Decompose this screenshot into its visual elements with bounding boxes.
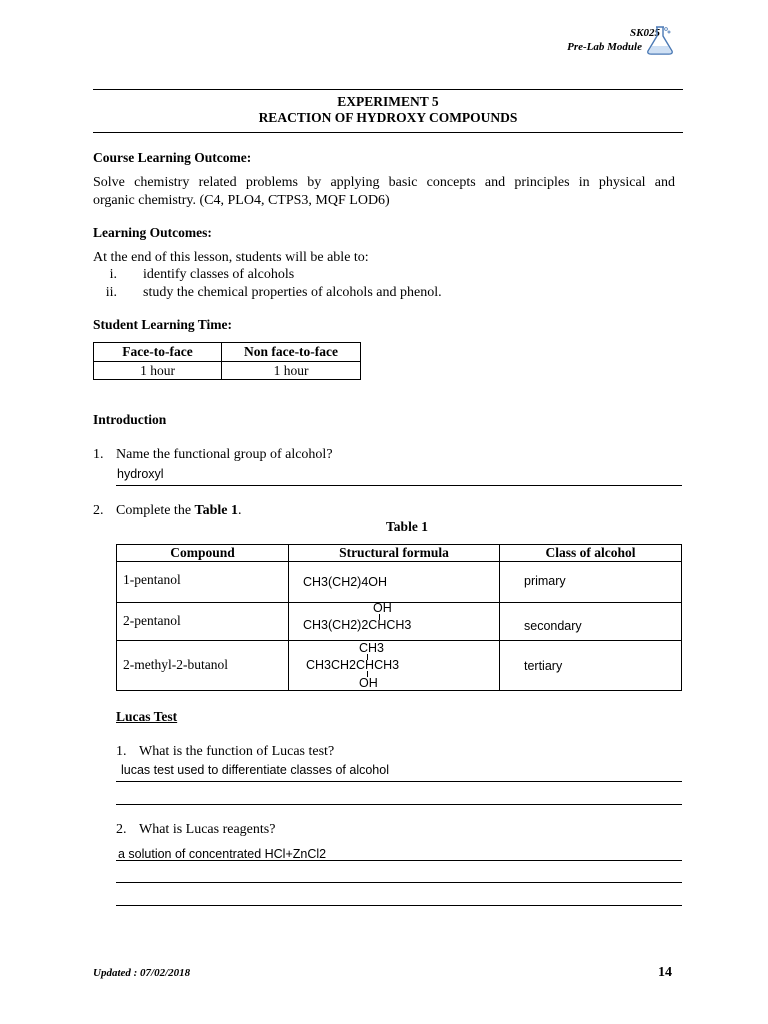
formula-cell[interactable] — [289, 603, 500, 641]
intro-q2-text: Complete the Table 1. — [116, 503, 242, 518]
slt-value-nf2f: 1 hour — [222, 362, 361, 380]
class-answer: primary — [524, 574, 566, 588]
updated-date: Updated : 07/02/2018 — [93, 967, 191, 979]
experiment-title: REACTION OF HYDROXY COMPOUNDS — [258, 110, 518, 125]
intro-q1-num: 1. — [93, 447, 104, 462]
formula-cell[interactable] — [289, 562, 500, 603]
slt-header-nf2f: Non face-to-face — [222, 343, 361, 362]
module-code: SK025 — [630, 27, 660, 39]
lucas-q1-text: What is the function of Lucas test? — [139, 744, 335, 759]
module-name: Pre-Lab Module — [567, 41, 642, 53]
lo-item-1-num: i. — [109, 267, 117, 282]
answer-line — [116, 905, 682, 906]
clo-text-line2: organic chemistry. (C4, PLO4, CTPS3, MQF LOD6) — [93, 193, 390, 208]
formula-cell[interactable] — [289, 641, 500, 691]
lucas-q2-answer[interactable]: a solution of concentrated HCl+ZnCl2 — [118, 847, 327, 861]
class-answer: tertiary — [524, 659, 563, 673]
lo-heading: Learning Outcomes: — [93, 225, 212, 240]
formula-substituent-above: OH — [373, 601, 392, 615]
answer-line — [116, 882, 682, 883]
intro-q1-text: Name the functional group of alcohol? — [116, 447, 333, 462]
experiment-number: EXPERIMENT 5 — [337, 94, 439, 109]
table1-caption: Table 1 — [386, 519, 428, 534]
formula-main: CH3CH2CHCH3 — [306, 658, 400, 672]
lo-item-1-text: identify classes of alcohols — [143, 267, 295, 282]
intro-q2-num: 2. — [93, 503, 104, 518]
class-cell[interactable] — [500, 641, 682, 691]
table1-header-class: Class of alcohol — [500, 545, 682, 562]
lucas-q2-text: What is Lucas reagents? — [139, 822, 276, 837]
answer-line — [116, 485, 682, 486]
clo-text-line1: Solve chemistry related problems by applying basic concepts and principles in physical and — [93, 175, 675, 190]
lo-item-2-text: study the chemical properties of alcohols and phenol. — [143, 285, 442, 300]
lo-intro: At the end of this lesson, students will be able to: — [93, 250, 369, 265]
table1 — [116, 544, 682, 691]
title-top-rule — [93, 89, 683, 90]
answer-line — [116, 804, 682, 805]
table1-header-compound: Compound — [117, 545, 289, 562]
intro-heading: Introduction — [93, 412, 167, 427]
compound-cell: 1-pentanol — [117, 562, 289, 603]
formula-main: CH3(CH2)4OH — [303, 575, 388, 589]
compound-cell: 2-methyl-2-butanol — [117, 641, 289, 691]
table-row — [117, 641, 682, 691]
table1-header-formula: Structural formula — [289, 545, 500, 562]
answer-line — [116, 781, 682, 782]
page-number: 14 — [658, 965, 672, 980]
slt-heading: Student Learning Time: — [93, 317, 233, 332]
table-row — [117, 562, 682, 603]
compound-cell: 2-pentanol — [117, 603, 289, 641]
formula-substituent-above: CH3 — [359, 641, 385, 655]
lucas-q2-num: 2. — [116, 822, 127, 837]
class-cell[interactable] — [500, 562, 682, 603]
class-cell[interactable] — [500, 603, 682, 641]
lucas-q1-num: 1. — [116, 744, 127, 759]
answer-line — [116, 860, 682, 861]
lo-item-2-num: ii. — [105, 285, 117, 300]
title-bottom-rule — [93, 132, 683, 133]
lucas-heading: Lucas Test — [116, 709, 178, 724]
flask-icon — [644, 24, 676, 56]
class-answer: secondary — [524, 619, 582, 633]
formula-main: CH3(CH2)2CHCH3 — [303, 618, 412, 632]
formula-substituent-below: OH — [359, 676, 378, 690]
slt-table — [93, 342, 361, 380]
slt-value-f2f: 1 hour — [94, 362, 222, 380]
table-ref: Table 1 — [194, 503, 238, 518]
clo-heading: Course Learning Outcome: — [93, 150, 252, 165]
table-row — [117, 603, 682, 641]
intro-q1-answer[interactable]: hydroxyl — [117, 467, 164, 481]
slt-header-f2f: Face-to-face — [94, 343, 222, 362]
lucas-q1-answer[interactable]: lucas test used to differentiate classes of alcohol — [121, 763, 389, 777]
